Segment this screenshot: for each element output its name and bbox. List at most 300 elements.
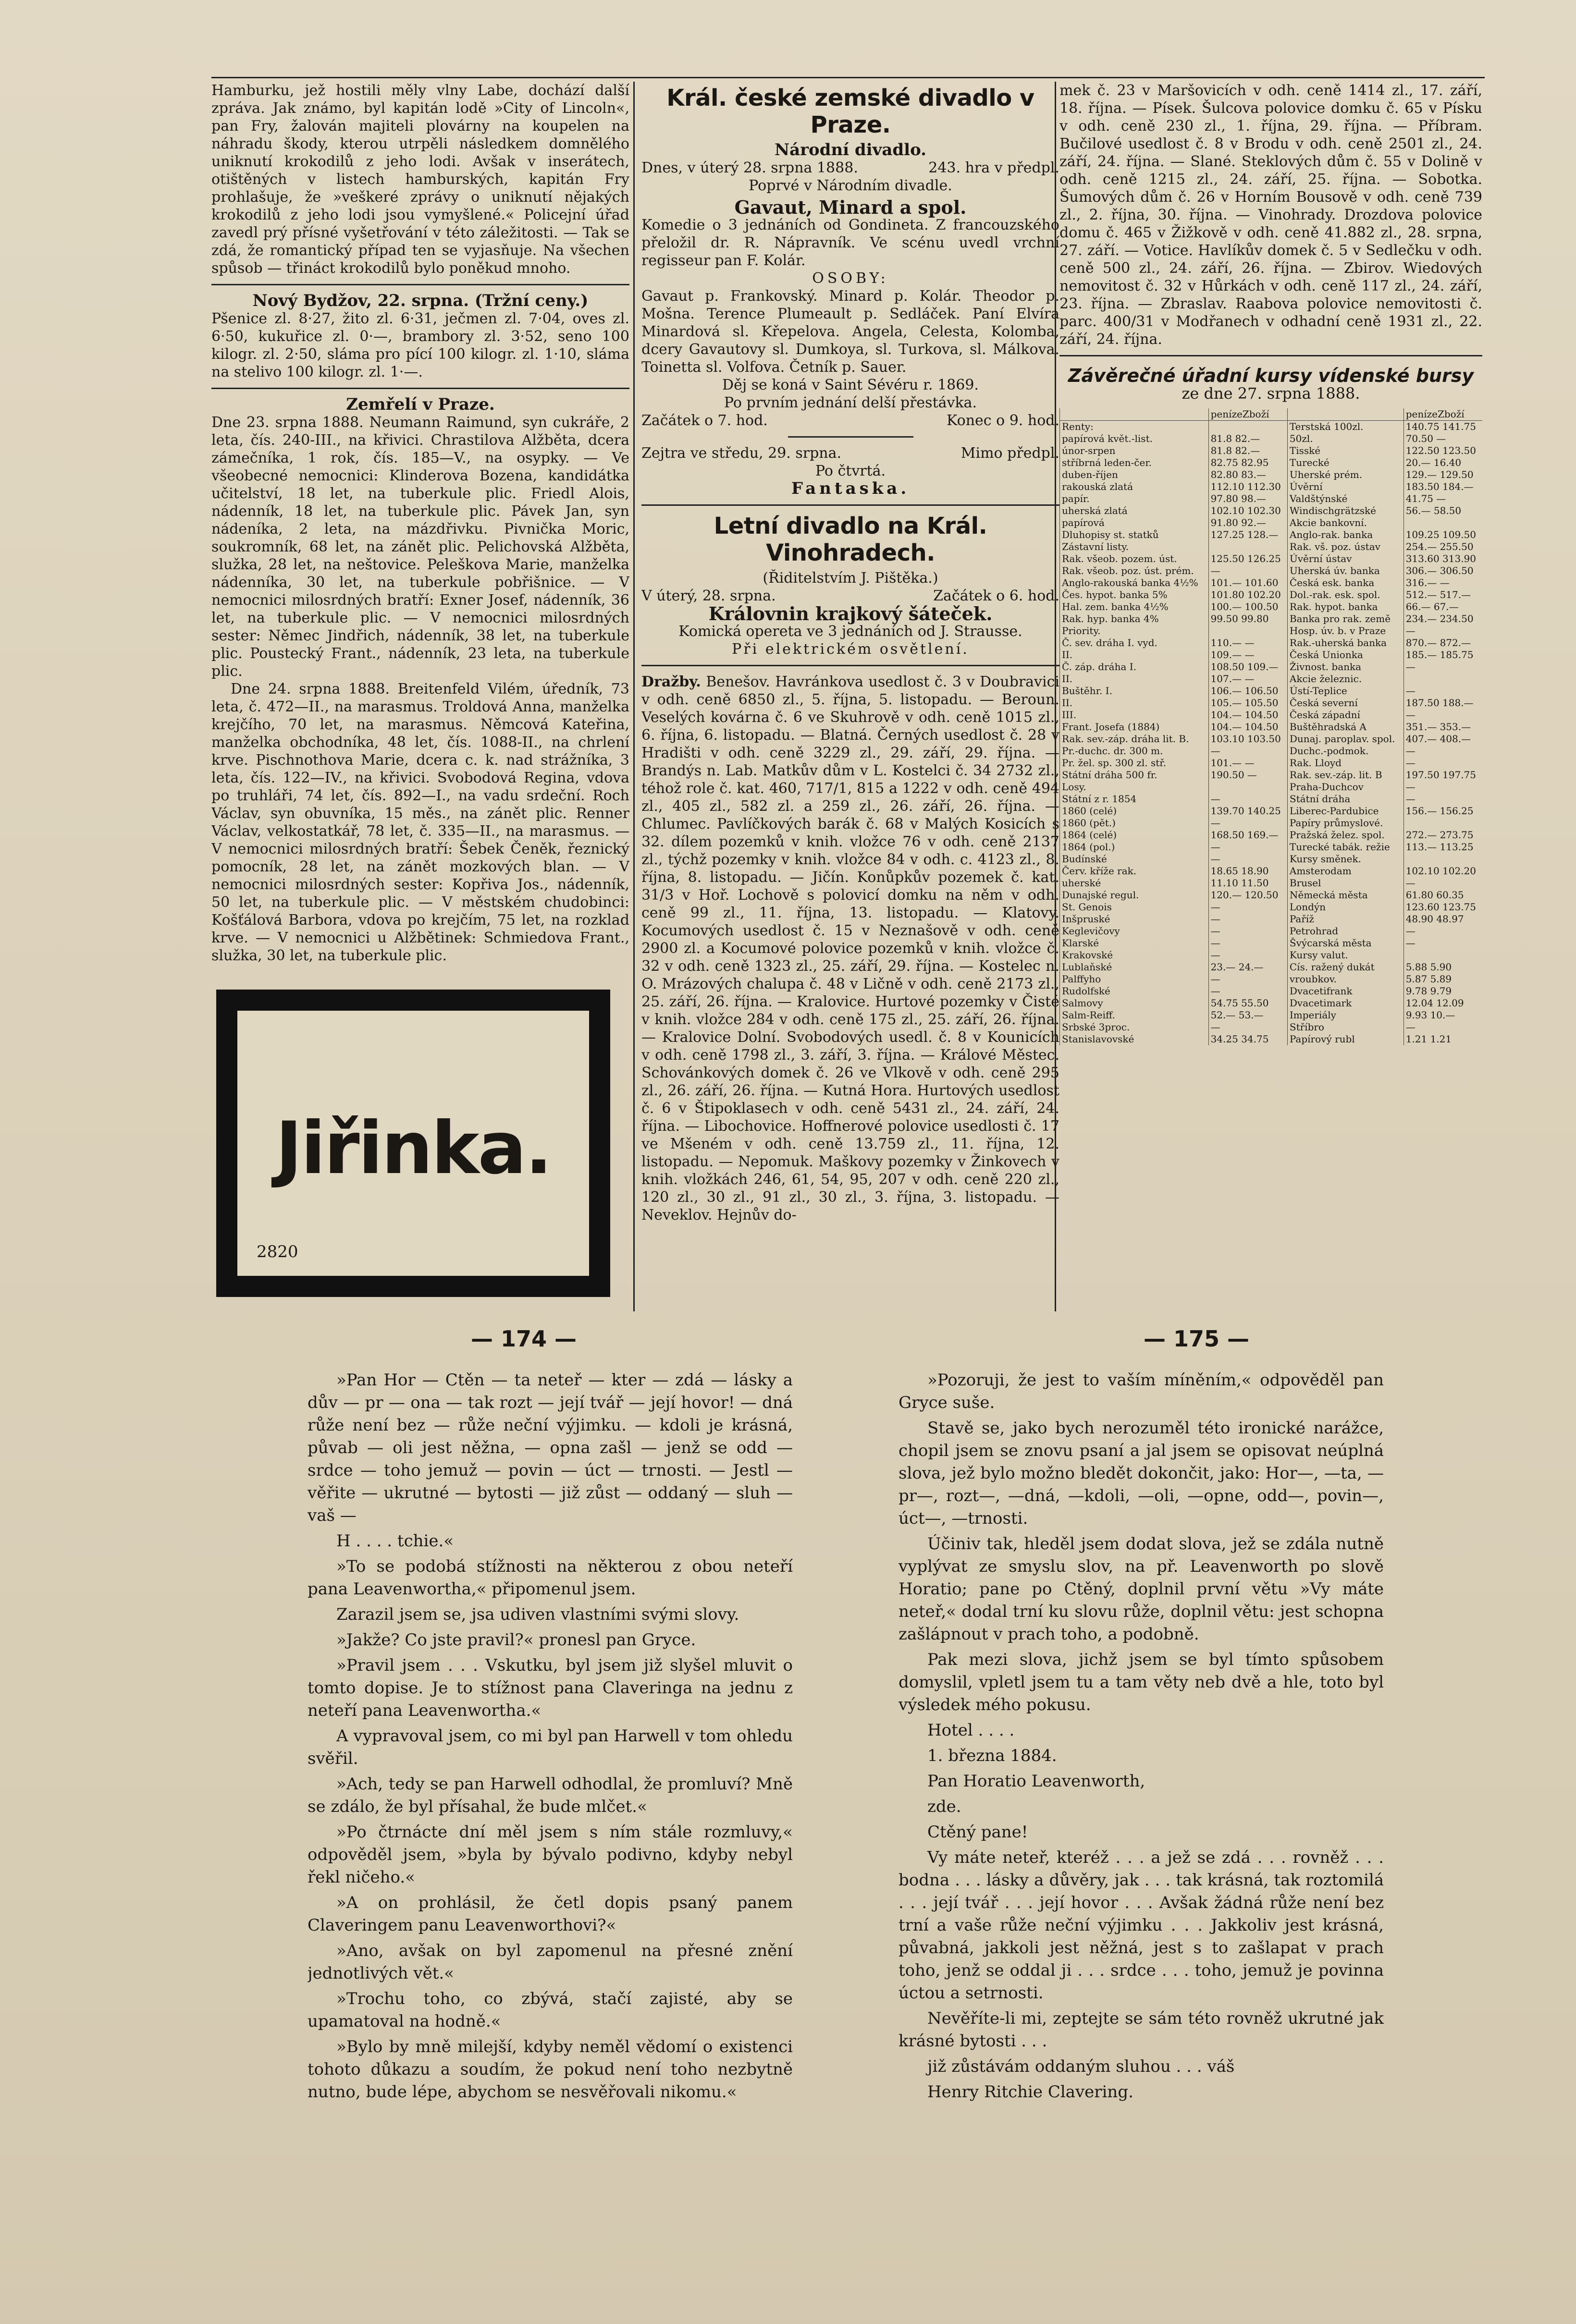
table-row bbox=[1060, 937, 1483, 949]
table-cell: Losy. bbox=[1060, 781, 1209, 793]
table-cell: Pr.-duchc. dr. 300 m. bbox=[1060, 745, 1209, 757]
table-cell: 91.80 92.— bbox=[1208, 517, 1287, 529]
theater-1-subscription: 243. hra v předpl. bbox=[928, 159, 1059, 176]
table-cell: Dluhopisy st. statků bbox=[1060, 529, 1209, 541]
table-row bbox=[1060, 877, 1483, 889]
table-row bbox=[1060, 961, 1483, 973]
table-cell: papírová květ.-list. bbox=[1060, 433, 1209, 445]
story-paragraph: »Jakže? Co jste pravil?« pronesl pan Gryce. bbox=[336, 1630, 696, 1650]
table-cell: 168.50 169.— bbox=[1208, 829, 1287, 841]
column-3 bbox=[1059, 82, 1482, 1311]
table-row bbox=[1060, 625, 1483, 637]
table-cell: Červ. kříže rak. bbox=[1060, 865, 1209, 877]
table-row bbox=[1060, 445, 1483, 457]
table-cell: Dol.-rak. esk. spol. bbox=[1287, 589, 1404, 601]
table-cell bbox=[1404, 853, 1482, 865]
table-cell: Salm-Reiff. bbox=[1060, 1009, 1209, 1021]
story-paragraph: Henry Ritchie Clavering. bbox=[927, 2082, 1133, 2102]
play-2-description: Komická opereta ve 3 jednáních od J. Strausse. bbox=[678, 623, 1022, 640]
story-paragraph: »Pravil jsem . . . Vskutku, byl jsem již slyšel mluvit o tomto dopise. Je to stížnost pana Claveringa na jednu z neteří pana Leavenwortha.« bbox=[308, 1656, 793, 1720]
table-row bbox=[1060, 601, 1483, 613]
page-number-right: — 175 — bbox=[1144, 1326, 1250, 1352]
table-row bbox=[1060, 973, 1483, 985]
table-cell: 48.90 48.97 bbox=[1404, 913, 1482, 925]
table-cell: Terstská 100zl. bbox=[1287, 421, 1404, 433]
table-cell: Česká Unionka bbox=[1287, 649, 1404, 661]
table-cell: 20.— 16.40 bbox=[1404, 457, 1482, 469]
table-cell: — bbox=[1208, 949, 1287, 961]
table-cell: Amsterodam bbox=[1287, 865, 1404, 877]
table-cell: Rudolfské bbox=[1060, 985, 1209, 997]
table-cell: Palffyho bbox=[1060, 973, 1209, 985]
table-cell: 81.8 82.— bbox=[1208, 445, 1287, 457]
table-cell: Keglevičovy bbox=[1060, 925, 1209, 937]
table-row bbox=[1060, 649, 1483, 661]
table-cell: 316.— — bbox=[1404, 577, 1482, 589]
table-cell: 254.— 255.50 bbox=[1404, 541, 1482, 553]
table-cell: — bbox=[1208, 1021, 1287, 1033]
table-cell: vroubkov. bbox=[1287, 973, 1404, 985]
table-cell: Priority. bbox=[1060, 625, 1209, 637]
table-cell: 70.50 — bbox=[1404, 433, 1482, 445]
table-cell: Rak. sev.-záp. dráha lit. B. bbox=[1060, 733, 1209, 745]
table-row bbox=[1060, 493, 1483, 505]
story-paragraph: Pak mezi slova, jichž jsem se byl tímto spůsobem domyslil, vpletl jsem tu a tam věty neb dvě a hle, toto byl výsledek mého pokusu. bbox=[899, 1650, 1384, 1714]
story-paragraph: H . . . . tchie.« bbox=[336, 1531, 454, 1551]
table-cell: 407.— 408.— bbox=[1404, 733, 1482, 745]
table-cell: 103.10 103.50 bbox=[1208, 733, 1287, 745]
performance-count: Po čtvrtá. bbox=[815, 463, 886, 479]
table-cell: Rak. vš. poz. ústav bbox=[1287, 541, 1404, 553]
story-paragraph: »Ach, tedy se pan Harwell odhodlal, že promluví? Mně se zdálo, že byl přísahal, že bude mlčet.« bbox=[308, 1774, 793, 1816]
table-cell: papírová bbox=[1060, 517, 1209, 529]
table-cell: Duchc.-podmok. bbox=[1287, 745, 1404, 757]
table-cell: Státní z r. 1854 bbox=[1060, 793, 1209, 805]
table-cell: 52.— 53.— bbox=[1208, 1009, 1287, 1021]
table-row bbox=[1060, 589, 1483, 601]
table-row bbox=[1060, 865, 1483, 877]
table-cell: Ústí-Teplice bbox=[1287, 685, 1404, 697]
table-cell: Uherské prém. bbox=[1287, 469, 1404, 481]
table-cell: Hosp. úv. b. v Praze bbox=[1287, 625, 1404, 637]
table-row bbox=[1060, 685, 1483, 697]
table-cell: — bbox=[1404, 757, 1482, 769]
table-cell: 1860 (celé) bbox=[1060, 805, 1209, 817]
table-cell: Petrohrad bbox=[1287, 925, 1404, 937]
table-cell: papír. bbox=[1060, 493, 1209, 505]
deaths-list-23: Dne 23. srpna 1888. Neumann Raimund, syn cukráře, 2 leta, čís. 240-III., na křivici. Chrastilova Alžběta, dcera zámečníka, 1 rok, čís. 185—V., na osypky. — Ve všeobecné nemocnici: Klinderova Bozena, kandidátka učitelství, 18 let, na tuberkule plic. Friedl Alois, nádenník, 18 let, na tuberkule plic. Pávek Jan, syn nádeníka, 2 leta, na mázdřivku. Pivnička Moric, soukromník, 68 let, na zánět plic. Pelichovská Alžběta, služka, 28 let, na neštovice. Peleškova Marie, manželka nádenníka, 30 let, na tuberkule pobřišnice. — V nemocnici milosrdných bratří: Exner Josef, nádenník, 36 let, na tuberkule plic. — V nemocnici milosrdných sester: Němec Jindřich, nádenník, 38 let, na tuberkule plic. Poustecký Frant., nádenník, 23 leta, na tuberkule plic. bbox=[211, 414, 629, 680]
table-cell: Brusel bbox=[1287, 877, 1404, 889]
table-row bbox=[1060, 913, 1483, 925]
table-row bbox=[1060, 769, 1483, 781]
theater-2-date: V úterý, 28. srpna. bbox=[641, 587, 776, 604]
table-cell: únor-srpen bbox=[1060, 445, 1209, 457]
table-cell: — bbox=[1208, 853, 1287, 865]
table-cell: Salmovy bbox=[1060, 997, 1209, 1009]
table-cell: Č. sev. dráha I. vyd. bbox=[1060, 637, 1209, 649]
story-paragraph: »Ano, avšak on byl zapomenul na přesné znění jednotlivých vět.« bbox=[308, 1941, 793, 1983]
tomorrow-play: Fantaska. bbox=[791, 479, 910, 498]
table-row bbox=[1060, 709, 1483, 721]
table-cell: 125.50 126.25 bbox=[1208, 553, 1287, 565]
col-header: penízeZboží bbox=[1404, 408, 1482, 421]
table-row bbox=[1060, 457, 1483, 469]
auctions-heading: Dražby. bbox=[641, 673, 701, 690]
story-paragraph: Vy máte neteř, kteréž . . . a jež se zdá . . . rovněž . . . bodna . . . lásky a důvěry, jak . . . tak krásná, tak roztomilá . . . její tvář . . . její hovor . . . Avšak žádná růže není bez trní a vaše růže neční výjimku . . . Jakkoliv jest krásná, půvabná, jakkoli jest něžná, jest s to zašlapat v prach toho, jenž se oddal ji . . . srdce . . . toho, jemuž je povinna úctou a setrnosti. bbox=[899, 1848, 1384, 2003]
table-cell: 100.— 100.50 bbox=[1208, 601, 1287, 613]
table-cell: 101.— — bbox=[1208, 757, 1287, 769]
table-cell: — bbox=[1404, 937, 1482, 949]
table-row bbox=[1060, 577, 1483, 589]
story-paragraph: 1. března 1884. bbox=[927, 1746, 1057, 1765]
table-row bbox=[1060, 997, 1483, 1009]
table-cell: 106.— 106.50 bbox=[1208, 685, 1287, 697]
page-number-left: — 174 — bbox=[471, 1326, 577, 1352]
table-cell: Akcie bankovní. bbox=[1287, 517, 1404, 529]
table-cell: — bbox=[1208, 973, 1287, 985]
table-cell: 12.04 12.09 bbox=[1404, 997, 1482, 1009]
table-cell: Dvacetifrank bbox=[1287, 985, 1404, 997]
table-cell bbox=[1208, 421, 1287, 433]
table-cell: Rak. hyp. banka 4% bbox=[1060, 613, 1209, 625]
table-cell: 112.10 112.30 bbox=[1208, 481, 1287, 493]
table-cell: — bbox=[1208, 937, 1287, 949]
table-cell: — bbox=[1208, 793, 1287, 805]
table-row bbox=[1060, 949, 1483, 961]
table-row bbox=[1060, 1033, 1483, 1045]
table-cell bbox=[1404, 949, 1482, 961]
table-cell: Anglo-rakouská banka 4½% bbox=[1060, 577, 1209, 589]
story-paragraph: »Pozoruji, že jest to vaším míněním,« odpověděl pan Gryce suše. bbox=[899, 1370, 1384, 1412]
table-cell: 23.— 24.— bbox=[1208, 961, 1287, 973]
table-cell: uherské bbox=[1060, 877, 1209, 889]
story-page-right bbox=[899, 1369, 1384, 2282]
table-cell: — bbox=[1404, 793, 1482, 805]
table-row bbox=[1060, 745, 1483, 757]
cast-heading: OSOBY: bbox=[812, 270, 889, 287]
table-cell bbox=[1404, 673, 1482, 685]
table-row bbox=[1060, 805, 1483, 817]
table-cell: Valdštýnské bbox=[1287, 493, 1404, 505]
story-paragraph: »Trochu toho, co zbývá, stačí zajisté, aby se upamatoval na hodně.« bbox=[308, 1989, 793, 2031]
column-1 bbox=[211, 82, 629, 985]
play-setting: Děj se koná v Saint Sévéru r. 1869. bbox=[722, 377, 979, 393]
table-cell: 123.60 123.75 bbox=[1404, 901, 1482, 913]
table-cell bbox=[1404, 517, 1482, 529]
table-cell: 140.75 141.75 bbox=[1404, 421, 1482, 433]
table-cell: Úvěrní bbox=[1287, 481, 1404, 493]
table-row bbox=[1060, 517, 1483, 529]
table-cell: II. bbox=[1060, 673, 1209, 685]
table-cell bbox=[1404, 817, 1482, 829]
table-cell: 102.10 102.20 bbox=[1404, 865, 1482, 877]
table-cell: Srbské 3proc. bbox=[1060, 1021, 1209, 1033]
table-cell: Praha-Duchcov bbox=[1287, 781, 1404, 793]
table-cell: 109.— — bbox=[1208, 649, 1287, 661]
table-cell: — bbox=[1404, 709, 1482, 721]
table-row bbox=[1060, 433, 1483, 445]
table-cell: — bbox=[1404, 661, 1482, 673]
table-cell: 129.— 129.50 bbox=[1404, 469, 1482, 481]
table-cell: St. Genois bbox=[1060, 901, 1209, 913]
theater-2-title: Letní divadlo na Král. Vinohradech. bbox=[714, 513, 987, 566]
table-cell: 190.50 — bbox=[1208, 769, 1287, 781]
story-paragraph: A vypravoval jsem, co mi byl pan Harwell v tom ohledu svěřil. bbox=[308, 1726, 793, 1768]
table-row bbox=[1060, 565, 1483, 577]
table-cell: 18.65 18.90 bbox=[1208, 865, 1287, 877]
table-cell: Windischgrätzské bbox=[1287, 505, 1404, 517]
table-cell: — bbox=[1208, 985, 1287, 997]
table-cell: — bbox=[1404, 625, 1482, 637]
table-row bbox=[1060, 1021, 1483, 1033]
play-2-title: Královnin krajkový šáteček. bbox=[708, 603, 993, 624]
table-cell: Čes. hypot. banka 5% bbox=[1060, 589, 1209, 601]
story-paragraph: Nevěříte-li mi, zeptejte se sám této rovněž ukrutné jak krásné bytosti . . . bbox=[899, 2009, 1384, 2051]
table-cell: Německá města bbox=[1287, 889, 1404, 901]
table-cell: Dunajské regul. bbox=[1060, 889, 1209, 901]
table-row bbox=[1060, 889, 1483, 901]
story-page-left bbox=[308, 1369, 793, 2282]
table-cell: 66.— 67.— bbox=[1404, 601, 1482, 613]
table-cell: Banka pro rak. země bbox=[1287, 613, 1404, 625]
table-row bbox=[1060, 529, 1483, 541]
deaths-list-24: Dne 24. srpna 1888. Breitenfeld Vilém, úředník, 73 leta, č. 472—II., na marasmus. Troldová Anna, manželka krejčího, 70 let, na marasmus. Němcová Kateřina, manželka obchodníka, 48 let, čís. 1088-II., na chrlení krve. Pischnothova Marie, dcera c. k. nad strážníka, 3 leta, čís. 122—IV., na křivici. Svobodová Regina, vdova po truhláři, 74 let, čís. 892—I., na vadu srdeční. Roch Václav, syn obuvníka, 15 měs., na zánět plic. Renner Václav, velkostatkář, 78 let, č. 335—II., na marasmus. — V nemocnici milosrdných bratří: Šebek Čeněk, řeznický pomocník, 28 let, na zánět mozkových blan. — V nemocnici milosrdných sester: Kopřiva Jos., nádenník, 50 let, na tuberkule plic. — V městském chudobinci: Košťálová Barbora, vdova po krejčím, 75 let, na rozklad krve. — V nemocnici u Alžbětinek: Schmiedova Frant., služka, 30 let, na tuberkule plic. bbox=[211, 681, 629, 964]
table-cell: 82.80 83.— bbox=[1208, 469, 1287, 481]
table-cell: 107.— — bbox=[1208, 673, 1287, 685]
advertisement-number: 2820 bbox=[257, 1242, 298, 1261]
table-cell: Renty: bbox=[1060, 421, 1209, 433]
table-row bbox=[1060, 421, 1483, 433]
table-cell: Zástavní listy. bbox=[1060, 541, 1209, 553]
bourse-table bbox=[1059, 408, 1482, 1045]
table-cell: 41.75 — bbox=[1404, 493, 1482, 505]
table-row bbox=[1060, 553, 1483, 565]
table-cell: 1864 (pol.) bbox=[1060, 841, 1209, 853]
table-cell: — bbox=[1208, 925, 1287, 937]
play-1-description: Komedie o 3 jednáních od Gondineta. Z francouzského přeložil dr. R. Nápravník. Ve scénu uvedl vrchní regisseur pan F. Kolár. bbox=[641, 217, 1059, 269]
table-row bbox=[1060, 829, 1483, 841]
table-row bbox=[1060, 721, 1483, 733]
table-cell: Státní dráha 500 fr. bbox=[1060, 769, 1209, 781]
table-cell: Státní dráha bbox=[1287, 793, 1404, 805]
story-paragraph: Zarazil jsem se, jsa udiven vlastními svými slovy. bbox=[336, 1605, 739, 1624]
story-paragraph: »Bylo by mně milejší, kdyby neměl vědomí o existenci tohoto důkazu a soudím, že pokud není toho nezbytně nutno, bude lépe, abychom se nesvěřovali nikomu.« bbox=[308, 2037, 793, 2102]
table-cell: Inšpruské bbox=[1060, 913, 1209, 925]
table-row bbox=[1060, 505, 1483, 517]
cast-list: Gavaut p. Frankovský. Minard p. Kolár. Theodor p. Mošna. Terence Plumeault p. Sedláček. Paní Elvíra Minardová sl. Křepelova. Angela, Celesta, Kolomba, dcery Gavautovy sl. Dumkoya, sl. Turkova, sl. Málkova. Toinetta sl. Volfova. Četník p. Sauer. bbox=[641, 288, 1059, 376]
table-row bbox=[1060, 985, 1483, 997]
table-cell: — bbox=[1208, 901, 1287, 913]
table-cell: — bbox=[1404, 781, 1482, 793]
col-header: penízeZboží bbox=[1208, 408, 1287, 421]
table-cell: Klarské bbox=[1060, 937, 1209, 949]
market-prices: Pšenice zl. 8·27, žito zl. 6·31, ječmen zl. 7·04, oves zl. 6·50, kukuřice zl. 0·—, brambory zl. 3·52, seno 100 kilogr. zl. 2·50, sláma pro pící 100 kilogr. zl. 1·10, sláma na stelivo 100 kilogr. zl. 1·—. bbox=[211, 310, 629, 380]
story-paragraph: zde. bbox=[927, 1797, 961, 1816]
table-cell: 104.— 104.50 bbox=[1208, 721, 1287, 733]
table-cell: — bbox=[1208, 565, 1287, 577]
story-paragraph: »A on prohlásil, že četl dopis psaný panem Claveringem panu Leavenworthovi?« bbox=[308, 1893, 793, 1935]
table-cell: Buštěhr. I. bbox=[1060, 685, 1209, 697]
table-cell: Rak. hypot. banka bbox=[1287, 601, 1404, 613]
table-cell: Úvěrní ústav bbox=[1287, 553, 1404, 565]
column-rule-1 bbox=[633, 82, 635, 1311]
deaths-heading: Zemřelí v Praze. bbox=[346, 395, 495, 414]
story-paragraph: již zůstávám oddaným sluhou . . . váš bbox=[927, 2057, 1235, 2076]
table-cell: 5.87 5.89 bbox=[1404, 973, 1482, 985]
table-row bbox=[1060, 853, 1483, 865]
table-cell: Imperiály bbox=[1287, 1009, 1404, 1021]
table-cell: Č. záp. dráha I. bbox=[1060, 661, 1209, 673]
table-cell: 272.— 273.75 bbox=[1404, 829, 1482, 841]
table-cell: 105.— 105.50 bbox=[1208, 697, 1287, 709]
table-row bbox=[1060, 757, 1483, 769]
table-row bbox=[1060, 481, 1483, 493]
table-cell: 9.78 9.79 bbox=[1404, 985, 1482, 997]
table-cell: 120.— 120.50 bbox=[1208, 889, 1287, 901]
table-cell: Rak. sev.-záp. lit. B bbox=[1287, 769, 1404, 781]
lighting-note: Při elektrickém osvětlení. bbox=[732, 641, 969, 658]
table-cell: Švýcarská města bbox=[1287, 937, 1404, 949]
table-cell: Papíry průmyslové. bbox=[1287, 817, 1404, 829]
table-cell: 109.25 109.50 bbox=[1404, 529, 1482, 541]
table-cell: 99.50 99.80 bbox=[1208, 613, 1287, 625]
table-cell: 11.10 11.50 bbox=[1208, 877, 1287, 889]
table-row bbox=[1060, 673, 1483, 685]
table-cell: Londýn bbox=[1287, 901, 1404, 913]
table-cell: 313.60 313.90 bbox=[1404, 553, 1482, 565]
story-paragraph: Stavě se, jako bych nerozuměl této ironické narážce, chopil jsem se znovu psaní a jal jsem se opisovat neúplná slova, jež bylo možno bledět dokončit, jako: Hor—, —ta, —pr—, rozt—, —dná, —kdoli, —oli, —opne, odd—, povin—, úct—, —trnosti. bbox=[899, 1419, 1384, 1528]
story-paragraph: Pan Horatio Leavenworth, bbox=[927, 1772, 1145, 1791]
table-cell: 351.— 353.— bbox=[1404, 721, 1482, 733]
table-cell: 512.— 517.— bbox=[1404, 589, 1482, 601]
table-cell: — bbox=[1404, 877, 1482, 889]
table-row bbox=[1060, 925, 1483, 937]
auctions-continued: mek č. 23 v Maršovicích v odh. ceně 1414 zl., 17. září, 18. října. — Písek. Šulcova polovice domku č. 65 v Písku v odh. ceně 230 zl., 1. října, 29. října. — Příbram. Bučilové usedlost č. 8 v Brodu v odh. ceně 2501 zl., 24. září, 24. října. — Slané. Steklových dům č. 55 v Dolině v odh. ceně 1215 zl., 24. září, 25. října. — Sobotka. Šumových dům č. 26 v Horním Bousově v odh. ceně 739 zl., 2. října, 30. října. — Vinohrady. Drozdova polovice domu č. 465 v Žižkově v odh. ceně 41.882 zl., 28. srpna, 27. září. — Votice. Havlíkův domek č. 5 v Sedlečku v odh. ceně 500 zl., 24. září, 26. října. — Zbirov. Wiedových nemovitost č. 32 v Hůrkách v odh. ceně 117 zl., 24. září, 23. října. — Zbraslav. Raabova polovice nemovitosti č. parc. 400/31 v Modřanech v odhadní ceně 1931 zl., 22. září, 24. října. bbox=[1059, 82, 1482, 348]
table-cell: 110.— — bbox=[1208, 637, 1287, 649]
table-cell: 139.70 140.25 bbox=[1208, 805, 1287, 817]
table-cell: Kursy valut. bbox=[1287, 949, 1404, 961]
table-cell: Hal. zem. banka 4½% bbox=[1060, 601, 1209, 613]
table-cell: 54.75 55.50 bbox=[1208, 997, 1287, 1009]
table-cell: Akcie železnic. bbox=[1287, 673, 1404, 685]
table-row bbox=[1060, 1009, 1483, 1021]
bourse-title: Závěrečné úřadní kursy vídenské bursy bbox=[1068, 365, 1474, 386]
table-cell: 870.— 872.— bbox=[1404, 637, 1482, 649]
table-cell: 5.88 5.90 bbox=[1404, 961, 1482, 973]
table-cell: 183.50 184.— bbox=[1404, 481, 1482, 493]
table-cell bbox=[1208, 625, 1287, 637]
table-cell: 185.— 185.75 bbox=[1404, 649, 1482, 661]
table-cell: uherská zlatá bbox=[1060, 505, 1209, 517]
table-cell: — bbox=[1208, 745, 1287, 757]
table-cell: rakouská zlatá bbox=[1060, 481, 1209, 493]
table-cell: — bbox=[1404, 925, 1482, 937]
table-cell: 306.— 306.50 bbox=[1404, 565, 1482, 577]
advertisement-box bbox=[216, 990, 610, 1297]
table-cell: Dunaj. paroplav. spol. bbox=[1287, 733, 1404, 745]
table-cell: Anglo-rak. banka bbox=[1287, 529, 1404, 541]
table-cell: Turecké tabák. režie bbox=[1287, 841, 1404, 853]
table-cell: 82.75 82.95 bbox=[1208, 457, 1287, 469]
table-cell: 101.80 102.20 bbox=[1208, 589, 1287, 601]
table-cell: — bbox=[1208, 841, 1287, 853]
theater-1-date: Dnes, v úterý 28. srpna 1888. bbox=[641, 159, 858, 176]
table-cell: 104.— 104.50 bbox=[1208, 709, 1287, 721]
top-rule bbox=[211, 77, 1485, 78]
table-row bbox=[1060, 661, 1483, 673]
table-cell bbox=[1208, 781, 1287, 793]
play-1-title: Gavaut, Minard a spol. bbox=[734, 196, 967, 218]
table-cell: Stříbro bbox=[1287, 1021, 1404, 1033]
table-cell: 122.50 123.50 bbox=[1404, 445, 1482, 457]
intermission-note: Po prvním jednání delší přestávka. bbox=[724, 394, 977, 411]
table-cell: 34.25 34.75 bbox=[1208, 1033, 1287, 1045]
auctions-list: Benešov. Havránkova usedlost č. 3 v Doubravici v odh. ceně 6850 zl., 5. října, 5. listopadu. — Beroun. Veselých kovárna č. 6 ve Skuhrově v odh. ceně 1015 zl., 6. října, 6. listopadu. — Blatná. Černých usedlost č. 28 v Hradišti v odh. ceně 3229 zl., 29. září, 29. října. — Brandýs n. Lab. Matkův dům v L. Kostelci č. 34 2732 zl., téhož role č. kat. 460, 717/1, 815 a 1222 v odh. ceně 494 zl., 405 zl., 582 zl. a 259 zl., 26. září, 26. října. — Chlumec. Pavlíčkových barák č. 68 v Malých Kosicích s 32. dílem pozemků v knih. vložce 76 v odh. ceně 2137 zl., týchž pozemky v knih. vložce 84 v odh. c. 4123 zl., 8. října, 8. listopadu. — Jičín. Konůpkův pozemek č. kat. 31/3 v Hoř. Lochově s polovicí domku na něm v odh. ceně 99 zl., 11. října, 13. listopadu. — Klatovy. Kocumových usedlost č. 15 v Neznašově v odh. ceně 2900 zl. a Kocumové polovice pozemků v knih. vložce č. 32 v odh. ceně 1323 zl., 25. září, 29. října. — Kostelec n. O. Mrázových chalupa č. 48 v Ličně v odh. ceně 2173 zl., 25. září, 26. října. — Kralovice. Hurtové pozemky v Čisté v knih. vložce 284 v odh. ceně 175 zl., 25. září, 26. října. — Kralovice Dolní. Svobodových usedl. č. 8 v Kounicích v odh. ceně 1798 zl., 3. září, 3. října. — Králové Městec. Schovánkových domek č. 26 ve Vlkově v odh. ceně 295 zl., 26. září, 26. října. — Kutná Hora. Hurtových usedlost č. 6 v Štipoklasech v odh. ceně 5431 zl., 24. září, 24. října. — Libochovice. Hoffnerové polovice usedlosti č. 17 ve Mšeném v odh. ceně 13.759 zl., 11. října, 12. listopadu. — Nepomuk. Maškovy pozemky v Žinkovech v knih. vložkách 246, 61, 54, 95, 207 v odh. ceně 220 zl., 120 zl., 30 zl., 91 zl., 30 zl., 3. října, 3. listopadu. — Neveklov. Hejnův do- bbox=[641, 673, 1059, 1223]
table-cell: 1.21 1.21 bbox=[1404, 1033, 1482, 1045]
table-row bbox=[1060, 613, 1483, 625]
advertisement-word: Jiřinka. bbox=[275, 1107, 551, 1190]
table-cell: stříbrná leden-čer. bbox=[1060, 457, 1209, 469]
col-header bbox=[1287, 408, 1404, 421]
table-cell: Dvacetimark bbox=[1287, 997, 1404, 1009]
table-cell: duben-říjen bbox=[1060, 469, 1209, 481]
table-row bbox=[1060, 817, 1483, 829]
table-cell: Lublaňské bbox=[1060, 961, 1209, 973]
table-cell: Rak. Lloyd bbox=[1287, 757, 1404, 769]
table-cell: Česká západní bbox=[1287, 709, 1404, 721]
table-cell: — bbox=[1208, 913, 1287, 925]
table-cell: Frant. Josefa (1884) bbox=[1060, 721, 1209, 733]
theater-1-subtitle: Národní divadlo. bbox=[774, 140, 927, 159]
story-paragraph: »To se podobá stížnosti na některou z obou neteří pana Leavenwortha,« připomenul jsem. bbox=[308, 1557, 793, 1599]
theater-1-premiere: Poprvé v Národním divadle. bbox=[749, 177, 952, 194]
table-cell: Budínské bbox=[1060, 853, 1209, 865]
table-cell: 197.50 197.75 bbox=[1404, 769, 1482, 781]
tomorrow-subscription: Mimo předpl. bbox=[960, 445, 1059, 462]
theater-2-subtitle: (Řiditelstvím J. Pištěka.) bbox=[763, 570, 938, 587]
table-cell: Česká severní bbox=[1287, 697, 1404, 709]
theater-1-title: Král. české zemské divadlo v Praze. bbox=[666, 85, 1034, 138]
table-cell: Kursy směnek. bbox=[1287, 853, 1404, 865]
table-cell: 61.80 60.35 bbox=[1404, 889, 1482, 901]
table-cell: 1860 (pět.) bbox=[1060, 817, 1209, 829]
table-cell: II. bbox=[1060, 649, 1209, 661]
start-time: Začátek o 7. hod. bbox=[641, 412, 768, 429]
table-row bbox=[1060, 697, 1483, 709]
table-cell: 127.25 128.— bbox=[1208, 529, 1287, 541]
table-cell: 234.— 234.50 bbox=[1404, 613, 1482, 625]
table-cell: 187.50 188.— bbox=[1404, 697, 1482, 709]
table-cell: II. bbox=[1060, 697, 1209, 709]
table-cell: 113.— 113.25 bbox=[1404, 841, 1482, 853]
table-cell bbox=[1208, 541, 1287, 553]
table-cell: Živnost. banka bbox=[1287, 661, 1404, 673]
table-row bbox=[1060, 469, 1483, 481]
table-cell: 81.8 82.— bbox=[1208, 433, 1287, 445]
table-cell: 9.93 10.— bbox=[1404, 1009, 1482, 1021]
table-cell: Tisské bbox=[1287, 445, 1404, 457]
tomorrow-date: Zejtra ve středu, 29. srpna. bbox=[641, 445, 842, 462]
table-cell: Pr. žel. sp. 300 zl. stř. bbox=[1060, 757, 1209, 769]
table-cell: 102.10 102.30 bbox=[1208, 505, 1287, 517]
table-cell: Uherská úv. banka bbox=[1287, 565, 1404, 577]
table-cell: 108.50 109.— bbox=[1208, 661, 1287, 673]
story-paragraph: Ctěný pane! bbox=[927, 1823, 1028, 1842]
table-cell: 1864 (celé) bbox=[1060, 829, 1209, 841]
table-row bbox=[1060, 781, 1483, 793]
table-row bbox=[1060, 733, 1483, 745]
column-2 bbox=[641, 82, 1059, 1311]
